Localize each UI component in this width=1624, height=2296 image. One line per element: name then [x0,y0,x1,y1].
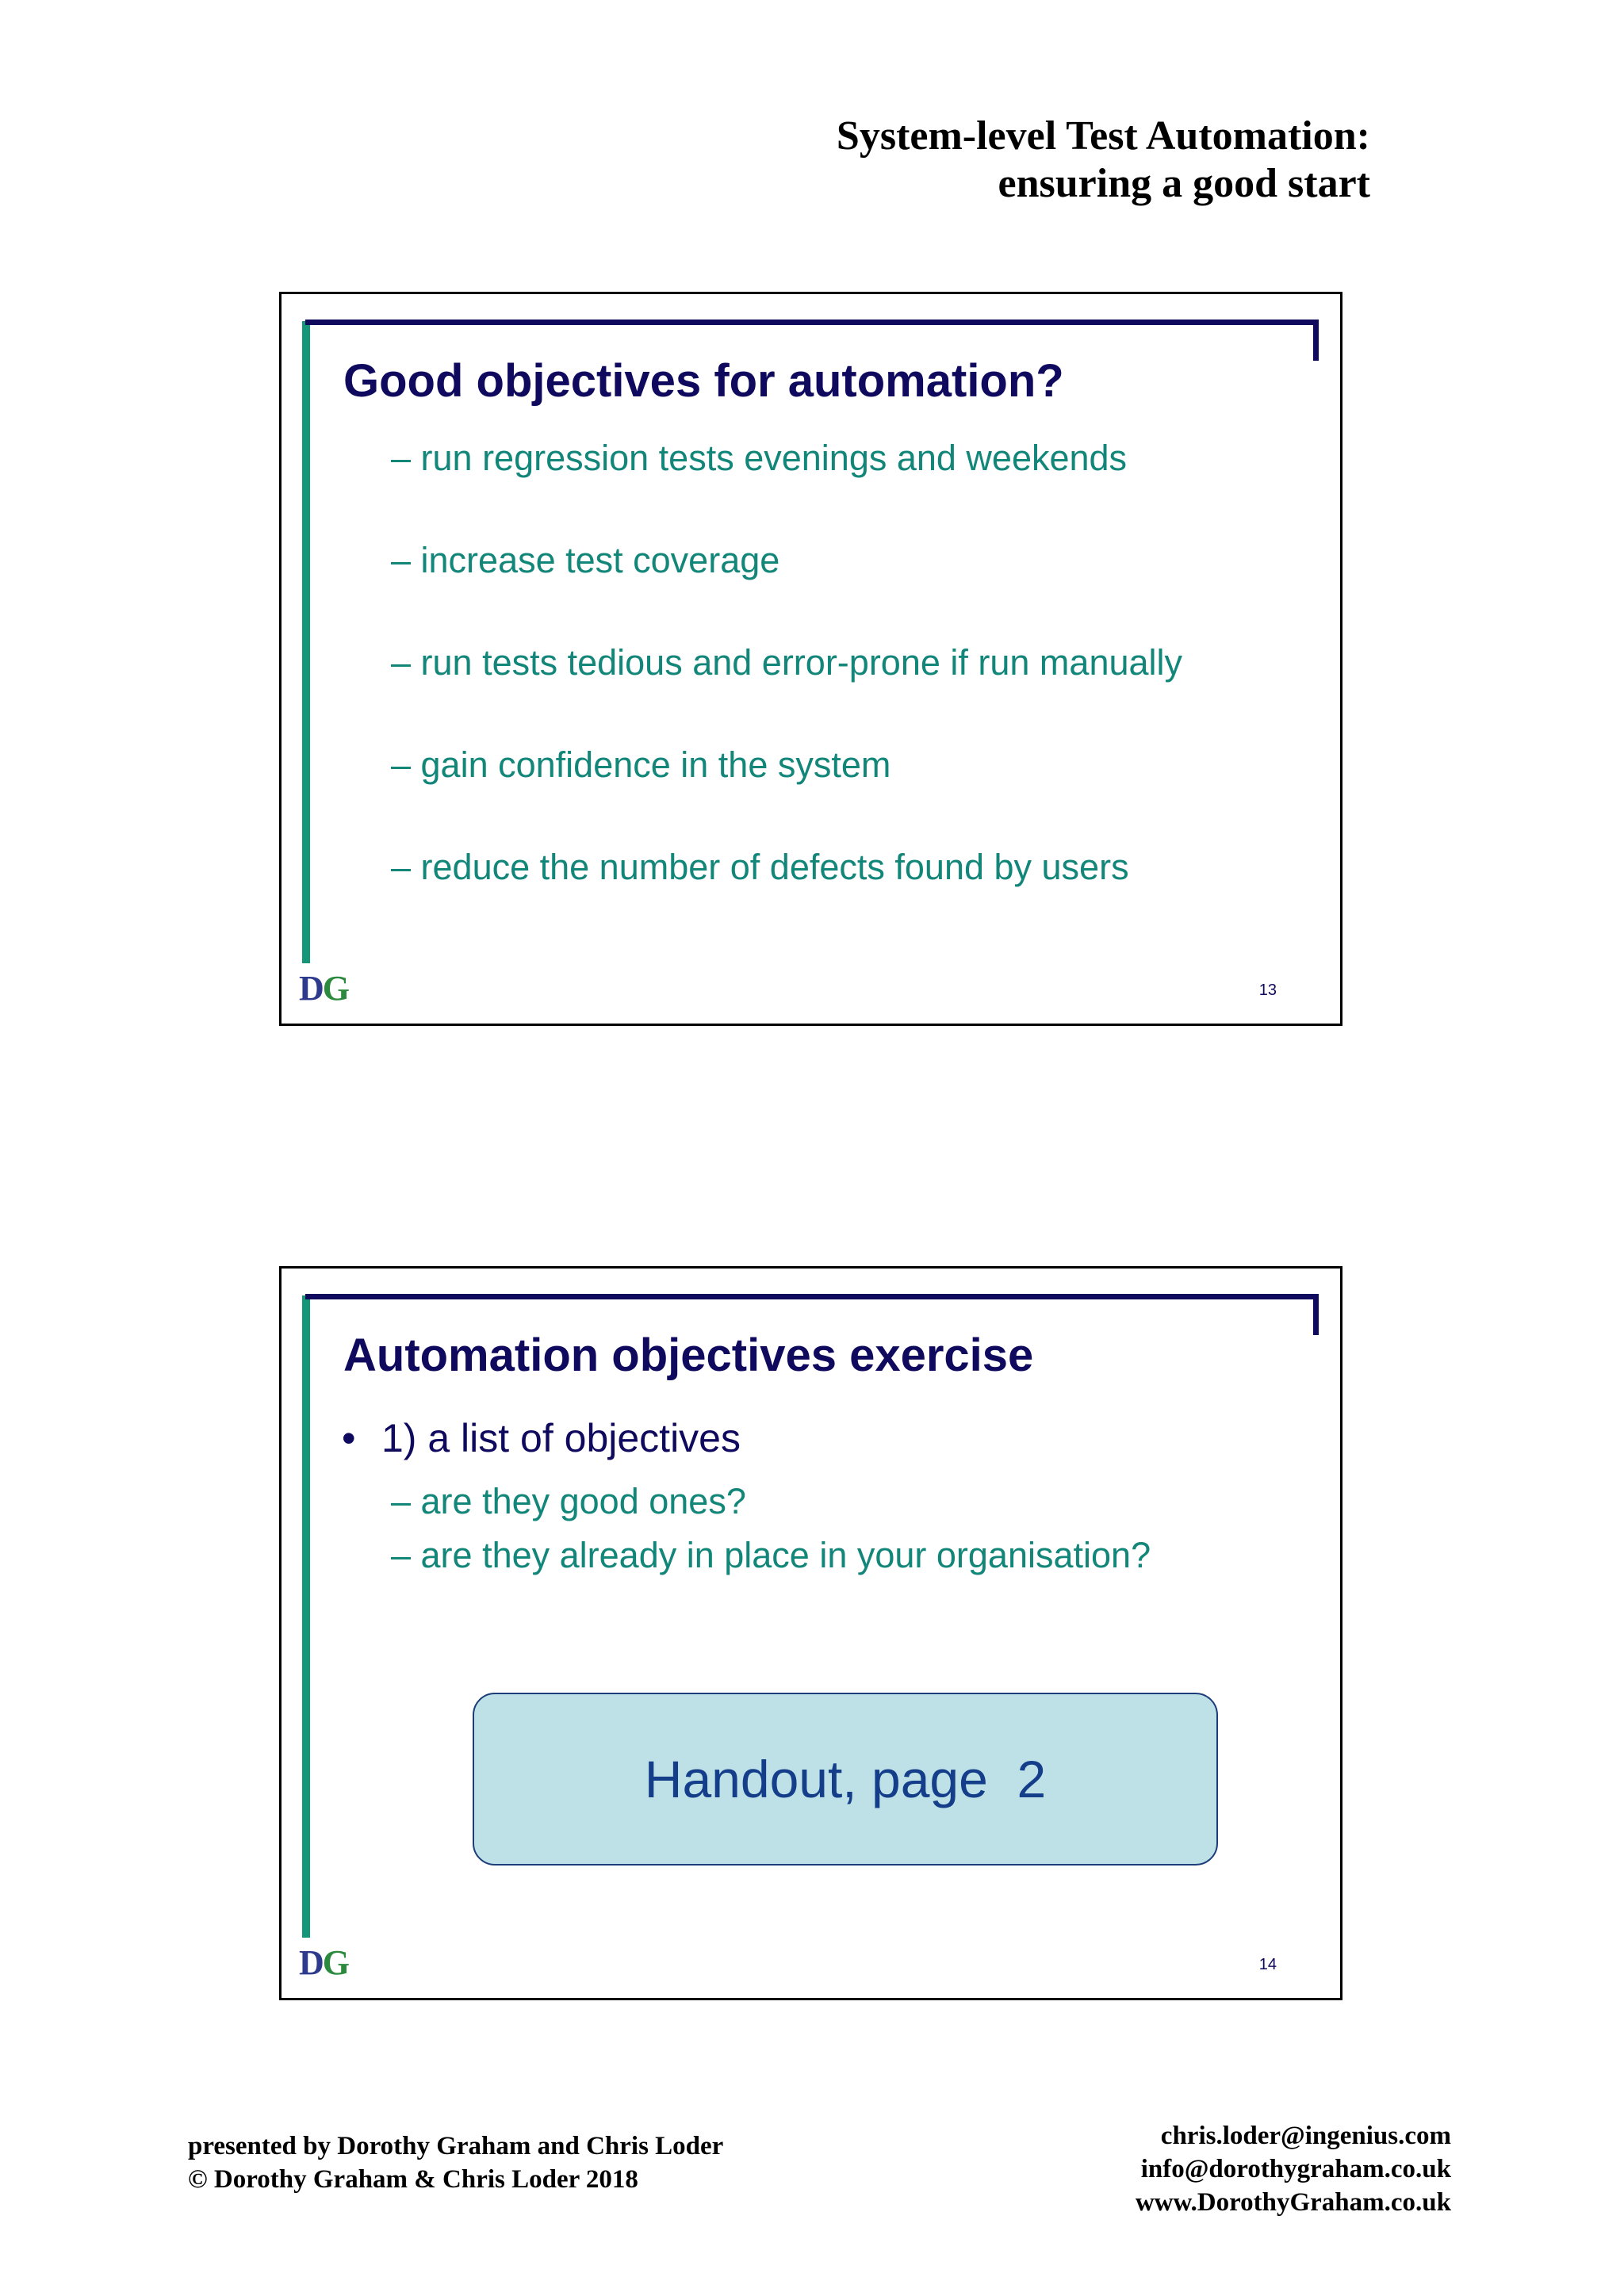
logo-letter-g: G [322,969,349,1008]
question-list [391,1475,1151,1582]
slide-accent-right [1313,1294,1319,1335]
bullet-text: 1) a list of objectives [381,1416,741,1460]
footer-email-chris: chris.loder@ingenius.com [1160,2122,1451,2150]
header-line-2: ensuring a good start [998,161,1370,206]
bullet-icon: • [342,1416,356,1460]
bullet-item [342,1414,741,1462]
handout-callout: Handout, page 2 [473,1693,1218,1866]
slide-title: Automation objectives exercise [343,1330,1034,1381]
footer-website: www.DorothyGraham.co.uk [1135,2188,1451,2217]
slide-accent-top [305,1294,1319,1299]
list-item: – increase test coverage [391,540,780,580]
list-item: – are they already in place in your organisation? [391,1535,1151,1575]
slide-number: 13 [1258,982,1277,999]
logo-letter-g: G [322,1943,349,1982]
header-line-1: System-level Test Automation: [836,113,1370,159]
slide-accent-right [1313,320,1319,361]
logo-letter-d: D [299,969,323,1008]
page-header [837,113,1370,208]
footer-copyright: © Dorothy Graham & Chris Loder 2018 [188,2165,638,2194]
footer-contacts [1136,2119,1451,2219]
dg-logo [299,971,348,1006]
slide-number: 14 [1258,1956,1277,1973]
footer-email-info: info@dorothygraham.co.uk [1140,2155,1451,2183]
list-item: – gain confidence in the system [391,744,891,785]
slide-accent-top [305,320,1319,325]
logo-letter-d: D [299,1943,323,1982]
list-item: – reduce the number of defects found by users [391,847,1129,887]
footer-credits [188,2130,723,2196]
slide-13 [279,292,1342,1026]
list-item: – are they good ones? [391,1481,746,1521]
dg-logo [299,1943,349,1982]
objective-list [391,437,1182,948]
slide-14 [279,1266,1342,2000]
slide-accent-left [302,1295,310,1938]
slide-title: Good objectives for automation? [343,355,1064,407]
list-item: – run regression tests evenings and weekends [391,438,1128,478]
slide-accent-left [302,321,310,963]
footer-presenters: presented by Dorothy Graham and Chris Loder [188,2132,724,2160]
list-item: – run tests tedious and error-prone if run manually [391,642,1183,683]
